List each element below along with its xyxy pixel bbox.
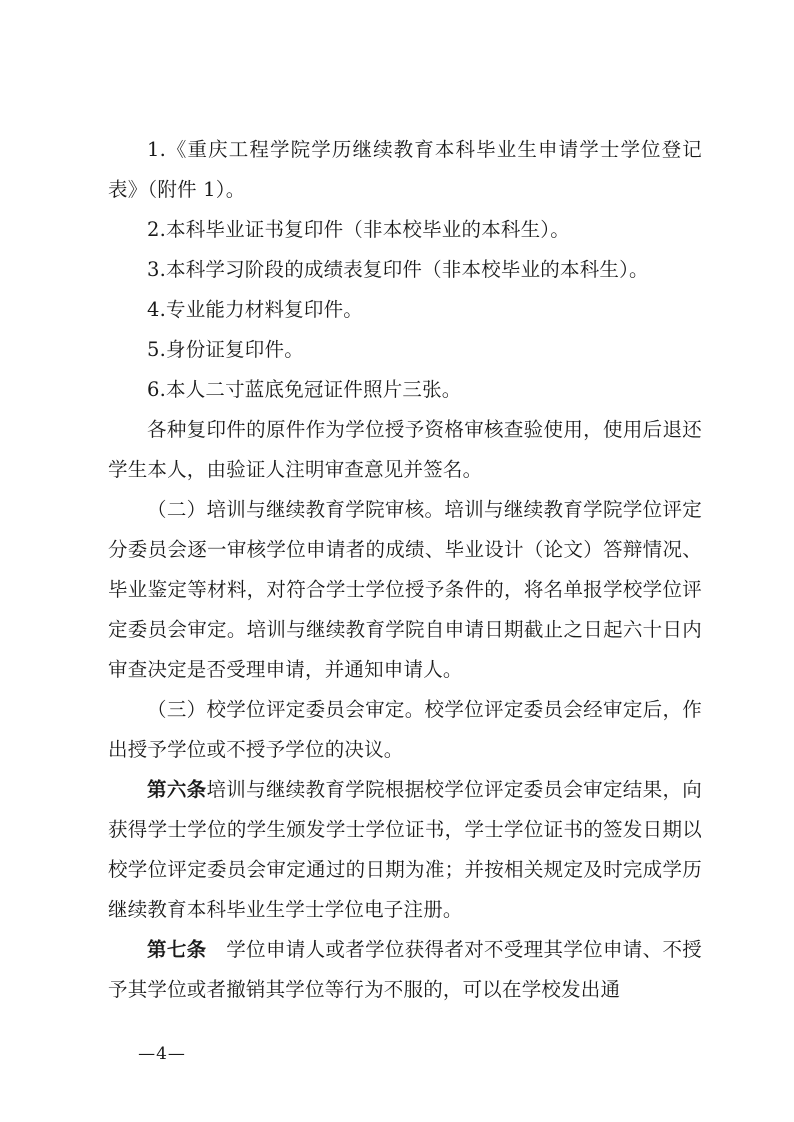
article-label: 第七条 bbox=[147, 938, 207, 961]
paragraph-text: 学位申请人或者学位获得者对不受理其学位申请、不授予其学位或者撤销其学位等行为不服的，可以在学校发出通 bbox=[108, 938, 702, 1001]
paragraph-text: 6.本人二寸蓝底免冠证件照片三张。 bbox=[147, 378, 462, 401]
paragraph-text: 培训与继续教育学院根据校学位评定委员会审定结果，向获得学士学位的学生颁发学士学位证书，学士学位证书的签发日期以校学位评定委员会审定通过的日期为准；并按相关规定及时完成学历继续教育本科毕业生学士学位电子注册。 bbox=[108, 778, 702, 921]
paragraph-text: 2.本科毕业证书复印件（非本校毕业的本科生）。 bbox=[147, 218, 570, 241]
paragraph-text: 3.本科学习阶段的成绩表复印件（非本校毕业的本科生）。 bbox=[147, 258, 649, 281]
list-item bbox=[108, 250, 702, 290]
paragraph-article-six bbox=[108, 770, 702, 930]
page-footer bbox=[0, 1044, 794, 1064]
article-label: 第六条 bbox=[147, 778, 207, 801]
paragraph-section-two bbox=[108, 490, 702, 690]
paragraph-text: （二）培训与继续教育学院审核。培训与继续教育学院学位评定分委员会逐一审核学位申请者的成绩、毕业设计（论文）答辩情况、毕业鉴定等材料，对符合学士学位授予条件的，将名单报学校学位评定委员会审定。培训与继续教育学院自申请日期截止之日起六十日内审查决定是否受理申请，并通知申请人。 bbox=[108, 498, 702, 681]
list-item bbox=[108, 210, 702, 250]
paragraph-text: 4.专业能力材料复印件。 bbox=[147, 298, 364, 321]
list-item bbox=[108, 290, 702, 330]
paragraph-text: 1.《重庆工程学院学历继续教育本科毕业生申请学士学位登记表》（附件 1）。 bbox=[108, 138, 702, 201]
list-item bbox=[108, 130, 702, 210]
paragraph-text: （三）校学位评定委员会审定。校学位评定委员会经审定后，作出授予学位或不授予学位的决议。 bbox=[108, 698, 702, 761]
list-item bbox=[108, 330, 702, 370]
paragraph-article-seven bbox=[108, 930, 702, 1010]
list-item bbox=[108, 370, 702, 410]
paragraph-text: 各种复印件的原件作为学位授予资格审核查验使用，使用后退还学生本人，由验证人注明审查意见并签名。 bbox=[108, 418, 702, 481]
paragraph-originals bbox=[108, 410, 702, 490]
paragraph-section-three bbox=[108, 690, 702, 770]
document-body bbox=[108, 130, 702, 1010]
page-number: —4— bbox=[138, 1044, 186, 1064]
paragraph-text: 5.身份证复印件。 bbox=[147, 338, 304, 361]
